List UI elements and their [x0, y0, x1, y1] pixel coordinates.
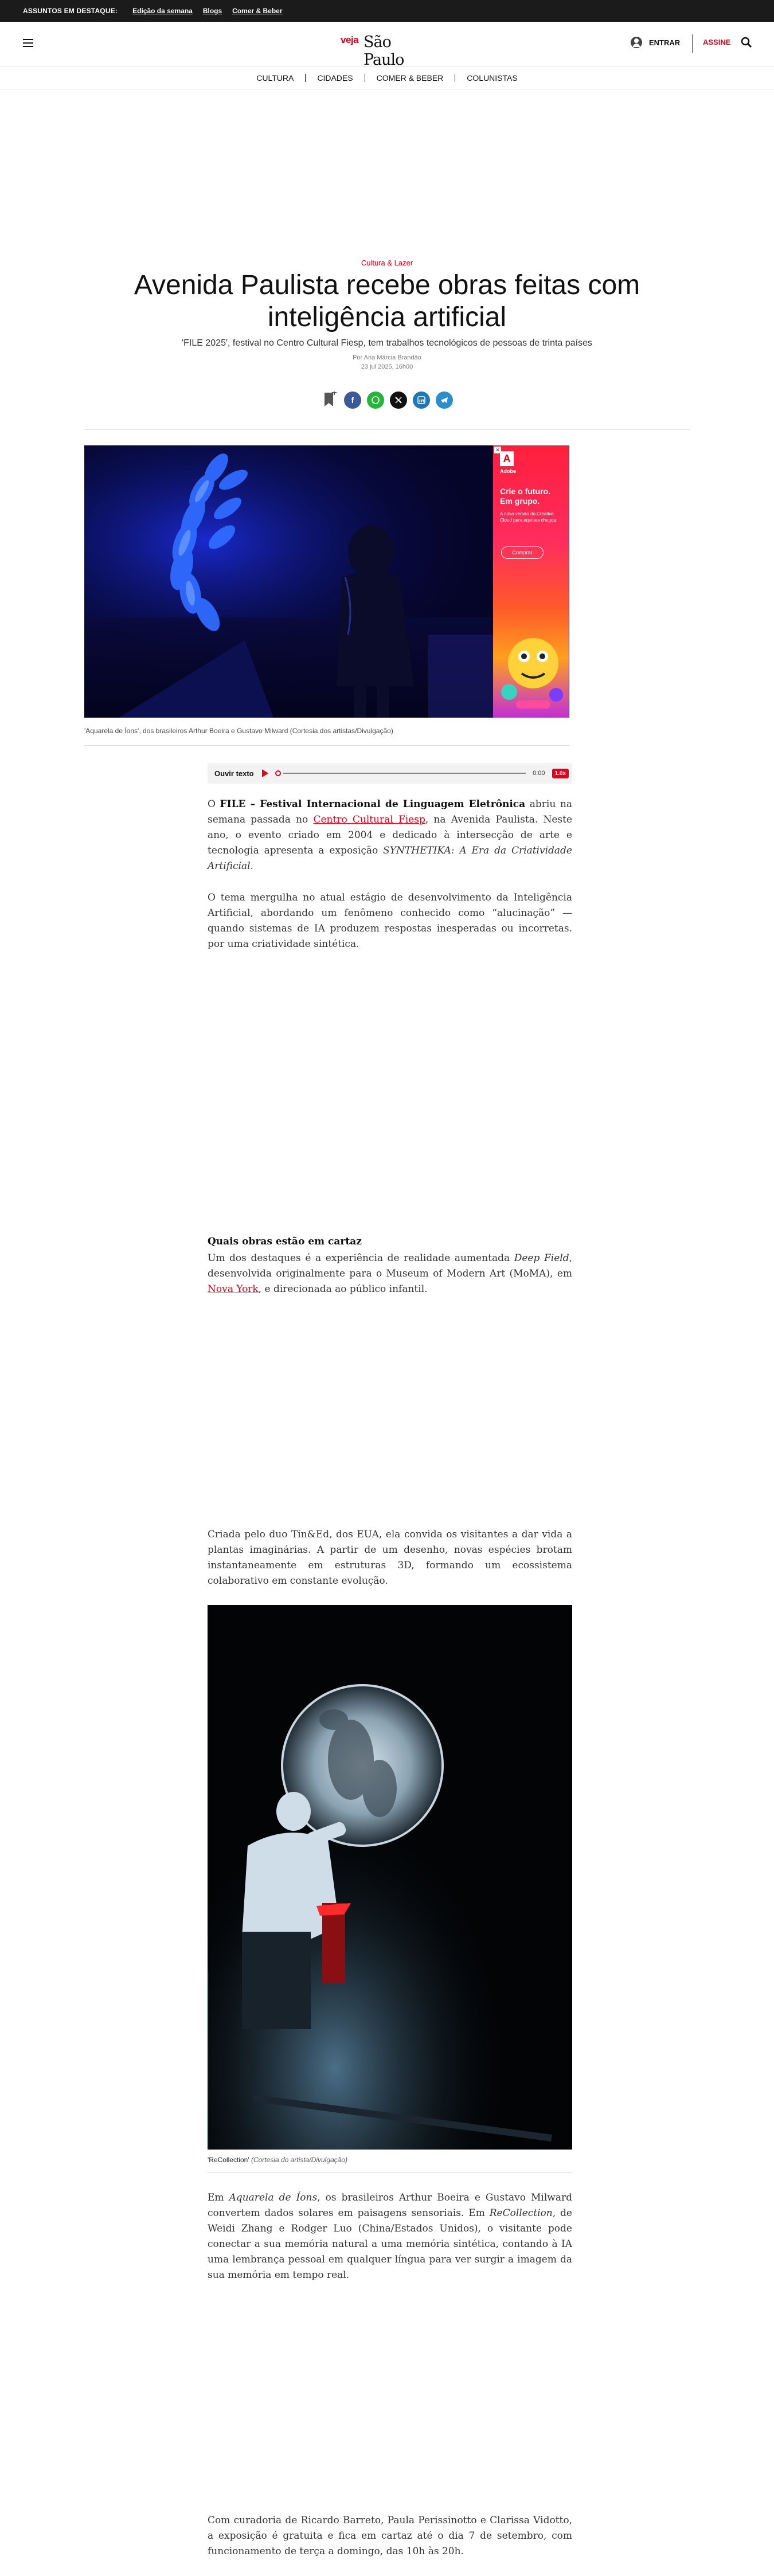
audio-player: [208, 763, 572, 784]
audio-speed-button[interactable]: 1.0x: [552, 769, 569, 778]
deep-field-title: Deep Field: [514, 1252, 569, 1264]
recollection-artwork: [208, 1605, 572, 2150]
article-paragraph-1: O FILE – Festival Internacional de Linguagem Eletrônica abriu na semana passada no Centro Cultural Fiesp, na Avenida Paulista. Neste ano, o evento criado em 2004 e dedicado à intersecção de arte e tecnologia apresenta a exposição SYNTHETIKA: A Era da Criatividade Artificial.: [208, 798, 572, 872]
highlights-bar: [0, 0, 774, 22]
play-icon[interactable]: [262, 769, 268, 777]
ad-banner[interactable]: [493, 445, 569, 718]
article-headline: Avenida Paulista recebe obras feitas com inteligência artificial: [134, 270, 640, 332]
login-button[interactable]: [631, 37, 680, 48]
article-subhead: 'FILE 2025', festival no Centro Cultural Fiesp, tem trabalhos tecnológicos de pessoas de trinta países: [182, 338, 592, 348]
caption-divider-2: [208, 2172, 572, 2173]
article-paragraph-2: O tema mergulha no atual estágio de desenvolvimento da Inteligência Artificial, abordando um fenômeno conhecido como “alucinação” — quando sistemas de IA produzem respostas inesperadas ou incorretas. por uma criatividade sintética.: [208, 892, 572, 950]
section-nav-comer-beber[interactable]: COMER & BEBER: [365, 74, 456, 82]
logo-city: São Paulo: [363, 33, 404, 69]
user-icon: [631, 37, 642, 48]
section-nav-cultura[interactable]: CULTURA: [245, 74, 306, 82]
site-logo[interactable]: [341, 31, 433, 69]
article-paragraph-5: Em Aquarela de Íons, os brasileiros Arthur Boeira e Gustavo Milward convertem dados solares em paisagens sensoriais. Em ReCollection, de Weidi Zhang e Rodger Luo (China/Estados Unidos), o visitante pode conectar a sua memória natural a uma memória sintética, contando à IA uma lembrança pessoal em qualquer língua para ver surgir a imagem da sua memória em tempo real.: [208, 2192, 572, 2281]
whatsapp-share-icon[interactable]: [367, 392, 384, 409]
ad-text: A nova versão do Creative Cloud para equipes chegou.: [500, 511, 558, 523]
article-kicker[interactable]: Cultura & Lazer: [361, 259, 413, 267]
article-paragraph-6: Com curadoria de Ricardo Barreto, Paula Perissinotto e Clarissa Vidotto, a exposição é gratuita e fica em cartaz até o dia 7 de setembro, com funcionamento de terça a domingo, das 10h às 20h.: [208, 2515, 572, 2557]
article-byline: Por Ana Márcia Brandão: [353, 354, 421, 361]
telegram-share-icon[interactable]: [436, 392, 453, 409]
ad-brand: Adobe: [500, 468, 516, 474]
article-paragraph-4: Criada pelo duo Tin&Ed, dos EUA, ela convida os visitantes a dar vida a plantas imaginárias. A partir de um desenho, novas espécies brotam instantaneamente em estruturas 3D, formando um ecossistema colaborativo em constante evolução.: [208, 1529, 572, 1587]
header-divider: [692, 34, 693, 53]
header-divider-line: [84, 429, 690, 430]
highlight-link-blogs[interactable]: Blogs: [202, 7, 222, 15]
facebook-share-icon[interactable]: f: [344, 392, 361, 409]
hero-caption: 'Aquarela de Íons', dos brasileiros Arthur Boeira e Gustavo Milward (Cortesia dos artistas/Divulgação): [84, 727, 393, 735]
site-header: [0, 22, 774, 69]
recollection-title: ReCollection: [489, 2207, 553, 2219]
exhibition-title: SYNTHETIKA: A Era da Criatividade Artificial: [208, 845, 572, 872]
logo-brand: veja: [341, 34, 359, 45]
recollection-caption: 'ReCollection' (Cortesia do artista/Divulgação): [208, 2156, 348, 2164]
hamburger-menu-icon[interactable]: [23, 39, 33, 47]
audio-progress-track[interactable]: [283, 773, 526, 774]
section-nav-cidades[interactable]: CIDADES: [306, 74, 365, 82]
section-nav: [0, 66, 774, 89]
highlight-link-comer-beber[interactable]: Comer & Beber: [232, 7, 283, 15]
search-icon[interactable]: [741, 37, 752, 48]
aquarela-title: Aquarela de Íons: [229, 2192, 318, 2203]
audio-seek-handle[interactable]: [275, 770, 281, 776]
link-centro-cultural-fiesp[interactable]: Centro Cultural Fiesp: [313, 814, 425, 825]
section-nav-colunistas[interactable]: COLUNISTAS: [467, 73, 518, 83]
audio-time: 0:00: [533, 770, 545, 777]
highlights-label: ASSUNTOS EM DESTAQUE:: [23, 7, 118, 15]
article-paragraph-3: Um dos destaques é a experiência de realidade aumentada Deep Field, desenvolvida originalmente para o Museum of Modern Art (MoMA), em Nova York, e direcionada ao público infantil.: [208, 1252, 572, 1295]
x-share-icon[interactable]: [390, 392, 407, 409]
link-nova-york[interactable]: Nova York: [208, 1283, 259, 1295]
caption-divider: [84, 745, 569, 746]
recollection-image: [208, 1605, 572, 2150]
highlight-link-edicao[interactable]: Edição da semana: [132, 7, 193, 15]
ad-close-icon[interactable]: ✕: [494, 447, 501, 453]
share-bar: [0, 392, 774, 409]
linkedin-share-icon[interactable]: [413, 392, 430, 409]
section-subtitle: Quais obras estão em cartaz: [208, 1236, 362, 1247]
ad-title: Crie o futuro. Em grupo.: [500, 487, 550, 506]
audio-label: Ouvir texto: [214, 769, 254, 778]
ad-buy-button[interactable]: Comprar: [501, 546, 544, 559]
festival-name: FILE – Festival Internacional de Linguagem Eletrônica: [220, 798, 526, 810]
article-date: 23 jul 2025, 16h00: [361, 363, 413, 370]
save-bookmark-icon[interactable]: [321, 392, 338, 409]
ad-adobe-logo: A: [500, 451, 514, 466]
ad-illustration: [499, 617, 568, 715]
login-label: ENTRAR: [649, 38, 681, 47]
subscribe-button[interactable]: ASSINE: [703, 38, 731, 46]
